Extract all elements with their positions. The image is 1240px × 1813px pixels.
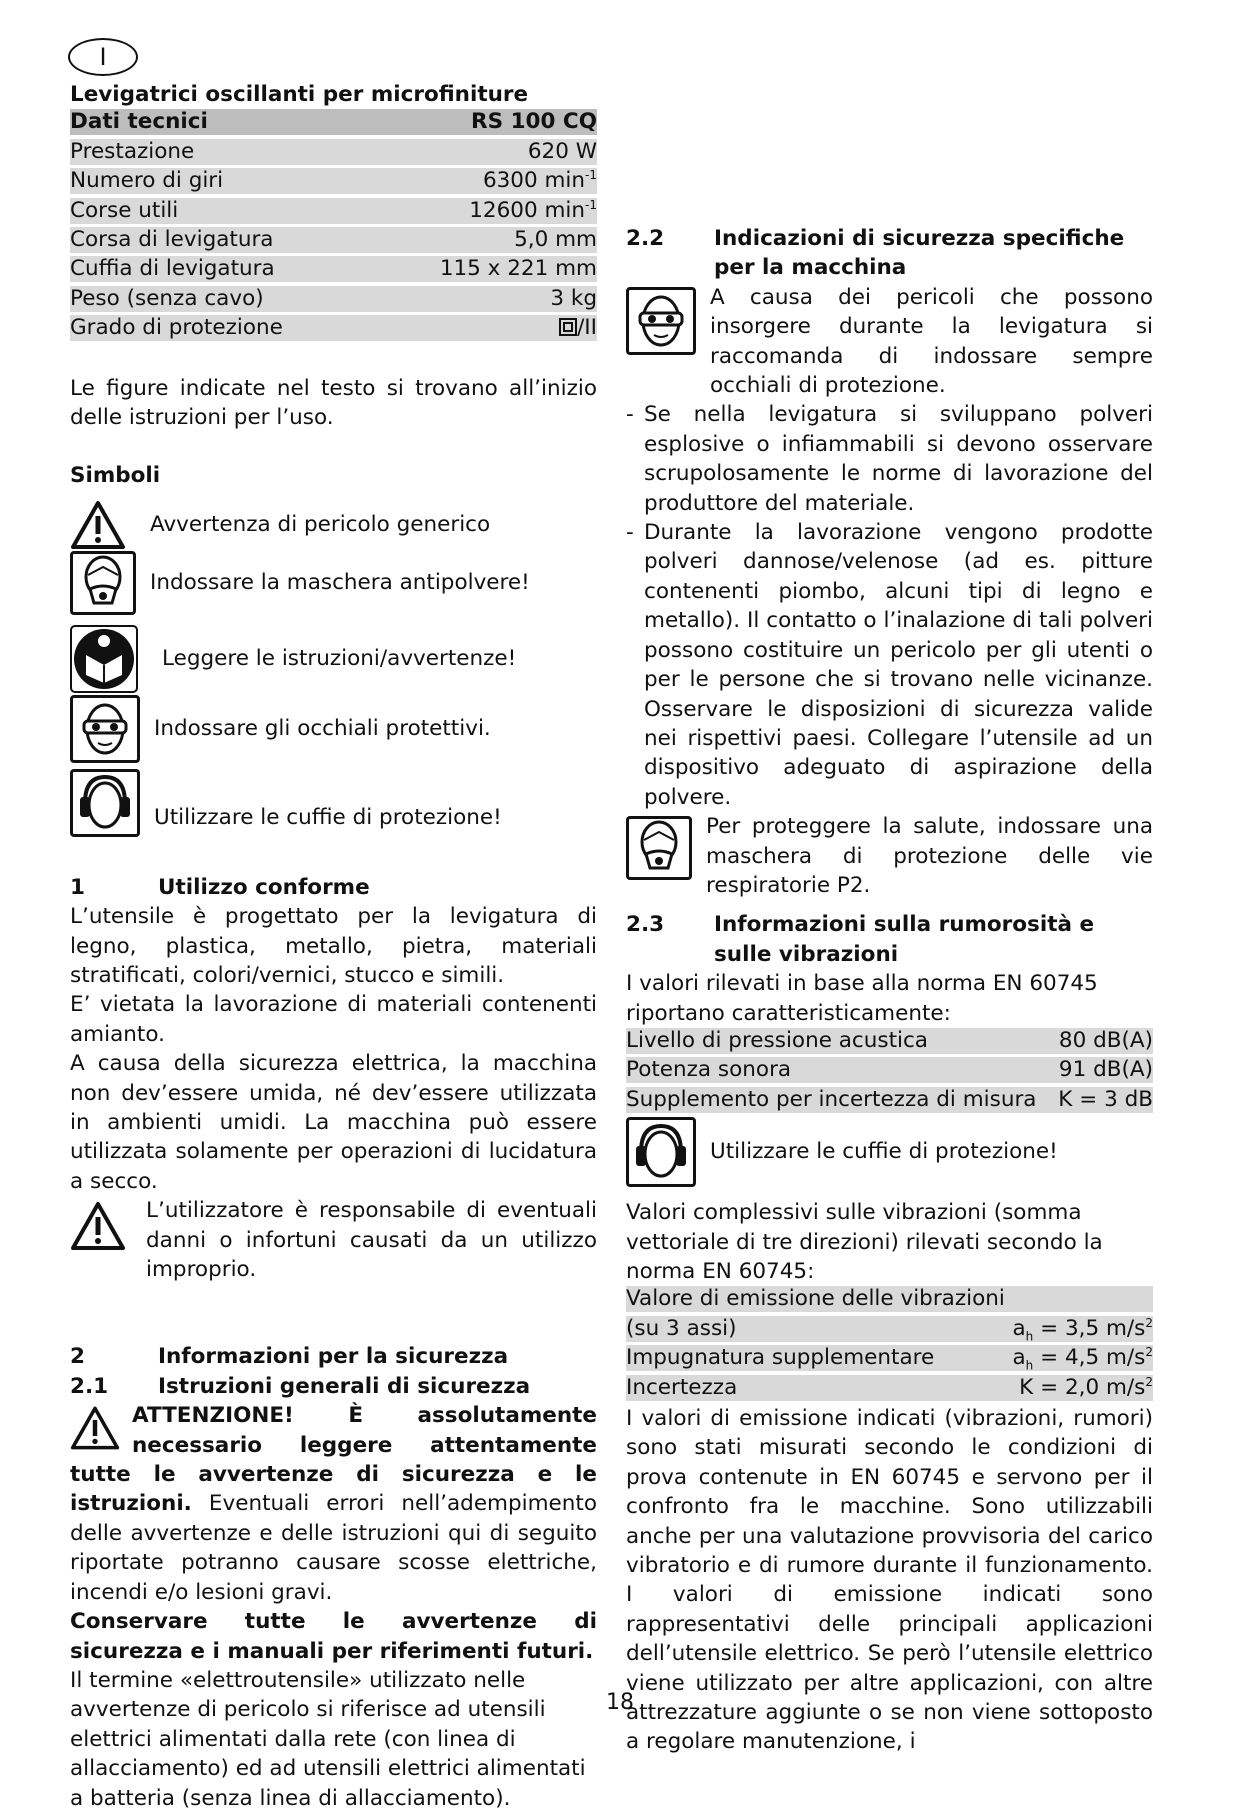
list-item: - Durante la lavorazione vengono prodotte polveri dannose/velenose (ad es. pitture contenenti piombo, alcuni tipi di legno e metallo). Il contatto o l’inalazione di tali polveri possono costituire un pericolo per gli utenti o per le persone che si trovano nelle vicinanze. Osservare le disposizioni di sicurezza valide nei rispettivi paesi. Collegare l’utensile ad un dispositivo adeguato di aspirazione della polvere. [626,520,1153,810]
read-manual-icon [70,625,138,693]
table-row: Impugnatura supplementare $a_h = 4,5$ $m/s^2$ [626,1344,1153,1373]
paragraph: I valori di emissione indicati (vibrazioni, rumori) sono stati misurati secondo le condizioni di prova contenute in EN 60745 e servono per il confronto fra le macchine. Sono utilizzabili anche per una valutazione provvisoria del carico vibratorio e di rumore durante il funzionamento. I valori di emissione indicati sono rappresentativi delle principali applicazioni dell’utensile elettrico. Se però l’utensile elettrico viene utilizzato per altre applicazioni, con altre attrezzature aggiunte o se non viene sottoposto a regolare manutenzione, i [626,1405,1153,1755]
intro-text: Le figure indicate nel testo si trovano all’inizio delle istruzioni per l’uso. [70,375,597,430]
table-row: Prestazione 620 W [70,138,597,164]
section-2-heading: 2 Informazioni per la sicurezza [70,1344,509,1370]
section-2-2-heading: 2.2 Indicazioni di sicurezza specifiche per la macchina [626,226,1125,281]
table-row: Potenza sonora 91 dB(A) [626,1057,1153,1083]
table-row: (su 3 assi) $a_h = 3,5$ $m/s^2$ [626,1315,1153,1344]
protection-class-icon [559,318,577,336]
goggles-icon [626,287,696,355]
noise-table [626,1028,1153,1113]
spec-table [70,109,597,341]
table-row: Supplemento per incertezza di misura K = 3 dB [626,1086,1153,1112]
symbol-label: Indossare la maschera antipolvere! [150,570,530,596]
symbol-row [70,551,597,615]
paragraph: E’ vietata la lavorazione di materiali contenenti amianto. [70,992,597,1047]
goggles-note: A causa dei pericoli che possono insorgere durante la levigatura si raccomanda di indossare sempre occhiali di protezione. [626,283,1153,401]
language-badge: I [68,38,138,76]
spec-table-header: Dati tecnici RS 100 CQ [70,109,597,135]
section-2-3-heading: 2.3 Informazioni sulla rumorosità e sulle vibrazioni [626,912,1095,967]
keep-instructions: Conservare tutte le avvertenze di sicurezza e i manuali per riferimenti futuri. [70,1609,597,1664]
left-column [70,80,597,1813]
page-number: 18 [606,1690,634,1715]
symbol-label: Avvertenza di pericolo generico [150,512,491,538]
symbol-label: Indossare gli occhiali protettivi. [154,716,491,742]
table-row: Numero di giri 6300 $\min^{-1}$ [70,168,597,194]
warning-icon [70,499,126,551]
symbol-label: Utilizzare le cuffie di protezione! [154,805,502,831]
dust-mask-icon [626,816,692,880]
table-row: Incertezza K = 2,0 $m/s^2$ [626,1374,1153,1400]
ear-protection-icon [70,769,140,837]
symbol-row [70,769,597,837]
paragraph: I valori rilevati in base alla norma EN 60745 riportano caratteristicamente: [626,971,1098,1026]
symbol-label: Leggere le istruzioni/avvertenze! [162,646,517,672]
table-row: Peso (senza cavo) 3 kg [70,285,597,311]
section-1-heading: 1 Utilizzo conforme [70,874,370,900]
table-row: Valore di emissione delle vibrazioni [626,1286,1153,1312]
symbol-row [70,499,597,551]
warning-note: L’utilizzatore è responsabile di eventuali danni o infortuni causati da un utilizzo improprio. [70,1196,597,1284]
warning-icon [70,1200,126,1252]
goggles-icon [70,695,140,763]
section-2-1-heading: 2.1 Istruzioni generali di sicurezza [70,1373,531,1399]
attention-paragraph: ATTENZIONE! È assolutamente necessario leggere attentamente tutte le avvertenze di sicurezza e le istruzioni. Eventuali errori nell’adempimento delle avvertenze e delle istruzioni qui di seguito riportate potranno causare scosse elettriche, incendi e/o lesioni gravi. [70,1403,597,1605]
symbol-row [70,695,597,763]
list-item: - Se nella levigatura si sviluppano polveri esplosive o infiammabili si devono osservare scrupolosamente le norme di lavorazione del produttore del materiale. [626,402,1153,516]
table-row: Cuffia di levigatura 115 x 221 mm [70,256,597,282]
table-row: Livello di pressione acustica 80 dB(A) [626,1027,1153,1053]
ear-protection-note: Utilizzare le cuffie di protezione! [626,1116,1153,1188]
table-row: Grado di protezione /II [70,315,597,341]
right-column [626,80,1153,1757]
document-title: Levigatrici oscillanti per microfiniture [70,82,529,107]
term-definition: Il termine «elettroutensile» utilizzato nelle avvertenze di pericolo si riferisce ad utensili elettrici alimentati dalla rete (con linea di allacciamento) ed ad utensili elettrici alimentati a batteria (senza linea di allacciamento). [70,1667,586,1811]
symbol-row [70,625,597,693]
symbols-title: Simboli [70,463,161,489]
mask-note: Per proteggere la salute, indossare una maschera di protezione delle vie respiratorie P2. [626,812,1153,900]
table-row: Corsa di levigatura 5,0 mm [70,226,597,252]
ear-protection-icon [626,1117,696,1187]
paragraph: L’utensile è progettato per la levigatura di legno, plastica, metallo, pietra, materiali stratificati, colori/vernici, stucco e simili. [70,904,597,988]
paragraph: Valori complessivi sulle vibrazioni (somma vettoriale di tre direzioni) rilevati secondo la norma EN 60745: [626,1200,1103,1284]
warning-icon [70,1405,120,1451]
vibration-table [626,1286,1153,1400]
table-row: Corse utili 12600 $\min^{-1}$ [70,197,597,223]
paragraph: A causa della sicurezza elettrica, la macchina non dev’essere umida, né dev’essere utilizzata in ambienti umidi. La macchina può essere utilizzata solamente per operazioni di lucidatura a secco. [70,1051,597,1194]
dust-mask-icon [70,551,136,615]
